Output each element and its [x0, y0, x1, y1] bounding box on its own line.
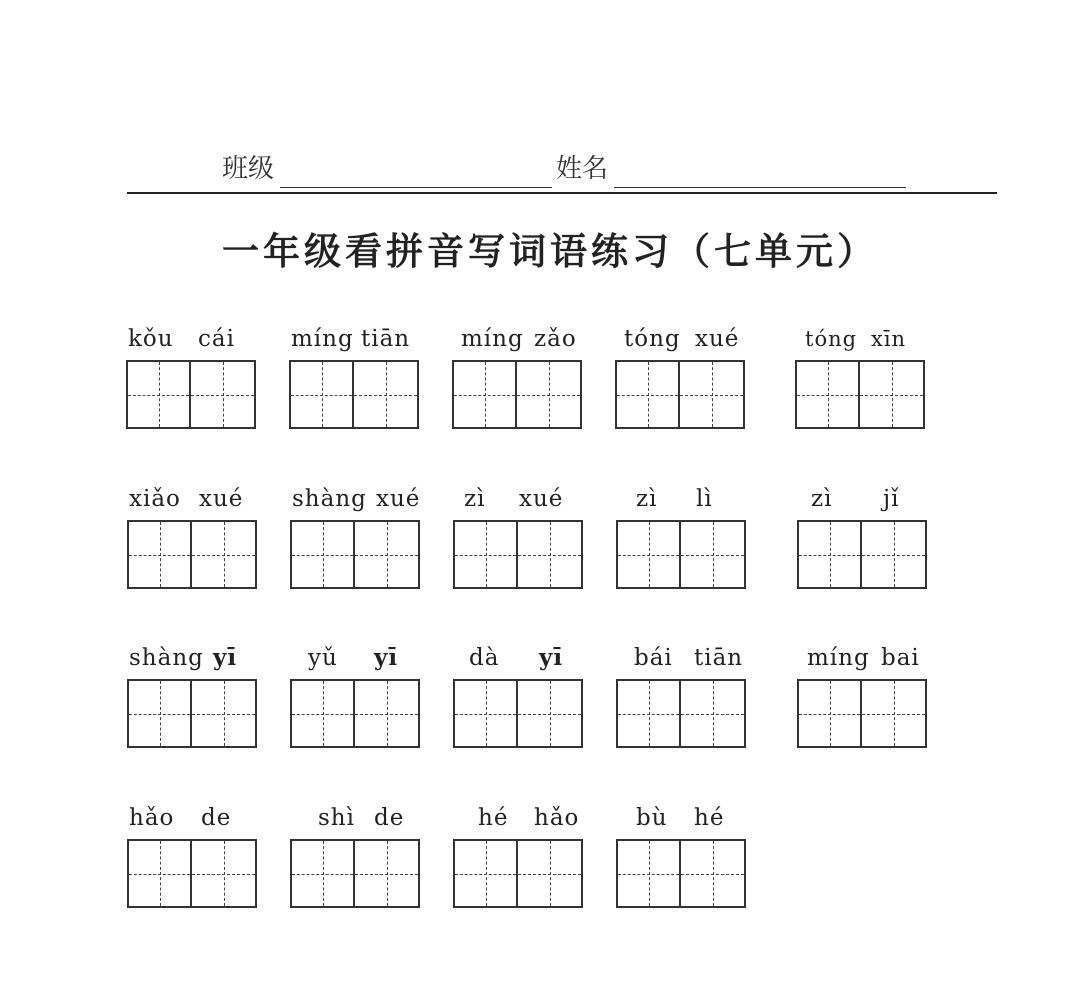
- tianzige-cell[interactable]: [862, 520, 927, 589]
- tianzige-cell[interactable]: [127, 520, 192, 589]
- word-item: [127, 643, 262, 763]
- pinyin-label: [453, 643, 613, 677]
- pinyin-syllable: míng: [807, 645, 870, 671]
- writing-grid: [453, 839, 583, 908]
- pinyin-syllable: hǎo: [129, 805, 175, 831]
- writing-grid: [452, 360, 582, 429]
- tianzige-cell[interactable]: [127, 679, 192, 748]
- tianzige-cell[interactable]: [518, 839, 583, 908]
- word-item: [126, 324, 261, 444]
- pinyin-syllable: xué: [695, 326, 740, 352]
- word-item: [616, 484, 751, 604]
- pinyin-syllable: míng: [461, 326, 524, 352]
- pinyin-syllable: yī: [213, 644, 238, 671]
- pinyin-syllable: xué: [376, 486, 421, 512]
- pinyin-syllable: xué: [199, 486, 244, 512]
- tianzige-cell[interactable]: [452, 360, 517, 429]
- writing-grid: [797, 520, 927, 589]
- word-item: [127, 484, 262, 604]
- class-label: 班级: [222, 154, 275, 184]
- word-item: [797, 643, 932, 763]
- word-item: [453, 803, 588, 923]
- tianzige-cell[interactable]: [192, 839, 257, 908]
- worksheet-title: 一年级看拼音写词语练习（七单元）: [222, 230, 878, 273]
- tianzige-cell[interactable]: [354, 360, 419, 429]
- name-blank[interactable]: [614, 187, 906, 188]
- tianzige-cell[interactable]: [192, 679, 257, 748]
- pinyin-syllable: xué: [519, 486, 564, 512]
- word-item: [797, 484, 932, 604]
- writing-grid: [290, 520, 420, 589]
- tianzige-cell[interactable]: [453, 679, 518, 748]
- tianzige-cell[interactable]: [616, 839, 681, 908]
- name-label: 姓名: [556, 154, 609, 184]
- pinyin-syllable: zǎo: [534, 326, 577, 352]
- tianzige-cell[interactable]: [860, 360, 925, 429]
- tianzige-cell[interactable]: [355, 839, 420, 908]
- tianzige-cell[interactable]: [453, 520, 518, 589]
- writing-grid: [616, 679, 746, 748]
- tianzige-cell[interactable]: [797, 679, 862, 748]
- class-blank[interactable]: [280, 187, 552, 188]
- writing-grid: [616, 839, 746, 908]
- pinyin-label: [127, 803, 287, 837]
- word-item: [453, 484, 588, 604]
- pinyin-syllable: dà: [469, 645, 500, 671]
- pinyin-label: [797, 643, 957, 677]
- tianzige-cell[interactable]: [681, 520, 746, 589]
- tianzige-cell[interactable]: [453, 839, 518, 908]
- pinyin-label: [126, 324, 286, 358]
- pinyin-label: [797, 484, 957, 518]
- pinyin-syllable: xīn: [871, 327, 907, 351]
- pinyin-syllable: de: [374, 805, 405, 831]
- writing-grid: [127, 679, 257, 748]
- writing-grid: [795, 360, 925, 429]
- pinyin-syllable: xiǎo: [129, 486, 181, 512]
- word-item: [290, 643, 425, 763]
- tianzige-cell[interactable]: [680, 360, 745, 429]
- writing-grid: [290, 679, 420, 748]
- pinyin-syllable: bai: [881, 645, 920, 671]
- word-item: [290, 484, 425, 604]
- pinyin-syllable: bù: [636, 805, 668, 831]
- student-info-header: [0, 150, 1080, 192]
- word-item: [289, 324, 424, 444]
- pinyin-syllable: hé: [694, 805, 725, 831]
- pinyin-syllable: shàng: [129, 645, 204, 671]
- tianzige-cell[interactable]: [517, 360, 582, 429]
- word-item: [615, 324, 750, 444]
- pinyin-syllable: bái: [634, 645, 673, 671]
- tianzige-cell[interactable]: [616, 679, 681, 748]
- word-item: [616, 803, 751, 923]
- word-item: [795, 324, 930, 444]
- tianzige-cell[interactable]: [795, 360, 860, 429]
- pinyin-label: [453, 484, 613, 518]
- tianzige-cell[interactable]: [355, 520, 420, 589]
- pinyin-syllable: yī: [374, 644, 399, 671]
- tianzige-cell[interactable]: [290, 679, 355, 748]
- pinyin-label: [452, 324, 612, 358]
- pinyin-label: [127, 643, 287, 677]
- header-rule: [127, 192, 997, 194]
- pinyin-label: [616, 803, 776, 837]
- pinyin-syllable: tiān: [361, 326, 411, 352]
- writing-grid: [127, 839, 257, 908]
- pinyin-syllable: míng: [291, 326, 354, 352]
- pinyin-label: [127, 484, 287, 518]
- pinyin-syllable: yī: [539, 644, 564, 671]
- pinyin-label: [795, 324, 955, 358]
- writing-grid: [453, 520, 583, 589]
- tianzige-cell[interactable]: [518, 520, 583, 589]
- pinyin-syllable: zì: [811, 486, 833, 512]
- pinyin-label: [290, 643, 450, 677]
- pinyin-syllable: shì: [318, 805, 355, 831]
- writing-grid: [126, 360, 256, 429]
- pinyin-syllable: hé: [478, 805, 509, 831]
- tianzige-cell[interactable]: [191, 360, 256, 429]
- tianzige-cell[interactable]: [615, 360, 680, 429]
- pinyin-syllable: zì: [464, 486, 486, 512]
- writing-grid: [290, 839, 420, 908]
- writing-grid: [289, 360, 419, 429]
- tianzige-cell[interactable]: [126, 360, 191, 429]
- pinyin-syllable: tiān: [694, 645, 744, 671]
- writing-grid: [453, 679, 583, 748]
- writing-grid: [797, 679, 927, 748]
- tianzige-cell[interactable]: [862, 679, 927, 748]
- writing-grid: [127, 520, 257, 589]
- word-item: [616, 643, 751, 763]
- word-item: [127, 803, 262, 923]
- pinyin-syllable: tóng: [805, 327, 858, 351]
- writing-grid: [616, 520, 746, 589]
- writing-grid: [615, 360, 745, 429]
- pinyin-syllable: lì: [696, 486, 713, 512]
- pinyin-label: [616, 484, 776, 518]
- pinyin-label: [453, 803, 613, 837]
- pinyin-syllable: tóng: [624, 326, 681, 352]
- pinyin-label: [290, 803, 450, 837]
- pinyin-syllable: shàng: [292, 486, 367, 512]
- pinyin-syllable: cái: [198, 326, 235, 352]
- tianzige-cell[interactable]: [289, 360, 354, 429]
- tianzige-cell[interactable]: [290, 520, 355, 589]
- pinyin-syllable: hǎo: [534, 805, 580, 831]
- pinyin-syllable: kǒu: [128, 326, 174, 352]
- tianzige-cell[interactable]: [797, 520, 862, 589]
- pinyin-syllable: de: [201, 805, 232, 831]
- tianzige-cell[interactable]: [681, 839, 746, 908]
- pinyin-label: [615, 324, 775, 358]
- tianzige-cell[interactable]: [355, 679, 420, 748]
- pinyin-label: [616, 643, 776, 677]
- tianzige-cell[interactable]: [616, 520, 681, 589]
- word-item: [290, 803, 425, 923]
- pinyin-syllable: jǐ: [883, 486, 900, 512]
- pinyin-label: [289, 324, 449, 358]
- tianzige-cell[interactable]: [518, 679, 583, 748]
- tianzige-cell[interactable]: [127, 839, 192, 908]
- word-item: [452, 324, 587, 444]
- pinyin-label: [290, 484, 450, 518]
- pinyin-syllable: yǔ: [308, 645, 338, 671]
- word-item: [453, 643, 588, 763]
- pinyin-syllable: zì: [636, 486, 658, 512]
- tianzige-cell[interactable]: [681, 679, 746, 748]
- tianzige-cell[interactable]: [290, 839, 355, 908]
- tianzige-cell[interactable]: [192, 520, 257, 589]
